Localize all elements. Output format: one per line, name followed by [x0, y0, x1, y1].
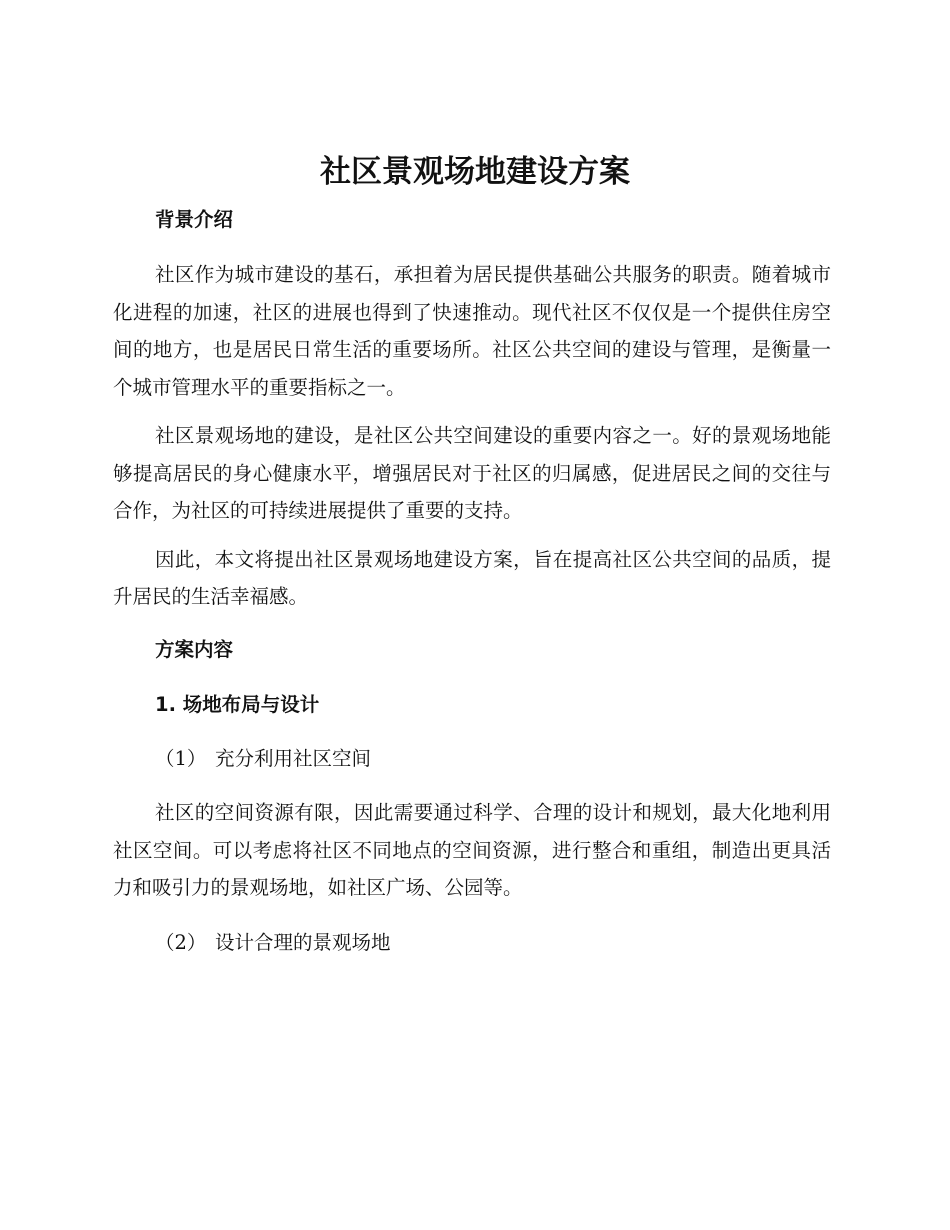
subsection-heading: 1. 场地布局与设计 [155, 692, 320, 716]
document-title: 社区景观场地建设方案 [320, 154, 630, 190]
document-body [113, 203, 831, 961]
section-heading-plan: 方案内容 [155, 637, 234, 661]
paragraph: 社区的空间资源有限，因此需要通过科学、合理的设计和规划，最大化地利用社区空间。可以考虑将社区不同地点的空间资源，进行整合和重组，制造出更具活力和吸引力的景观场地，如社区广场、公园等。 [113, 801, 831, 899]
list-item-number: （2） [155, 930, 207, 954]
list-item-label: 充分利用社区空间 [215, 746, 372, 770]
paragraph: 社区景观场地的建设，是社区公共空间建设的重要内容之一。好的景观场地能够提高居民的身心健康水平，增强居民对于社区的归属感，促进居民之间的交往与合作，为社区的可持续进展提供了重要的支持。 [113, 424, 831, 522]
paragraph: 因此，本文将提出社区景观场地建设方案，旨在提高社区公共空间的品质，提升居民的生活幸福感。 [113, 547, 831, 608]
list-item-label: 设计合理的景观场地 [215, 930, 391, 954]
paragraph: 社区作为城市建设的基石，承担着为居民提供基础公共服务的职责。随着城市化进程的加速，社区的进展也得到了快速推动。现代社区不仅仅是一个提供住房空间的地方，也是居民日常生活的重要场所。社区公共空间的建设与管理，是衡量一个城市管理水平的重要指标之一。 [113, 263, 831, 399]
section-heading-background: 背景介绍 [155, 208, 234, 231]
list-item-number: （1） [155, 746, 207, 770]
list-item-2 [113, 924, 831, 962]
list-item-1 [113, 740, 831, 778]
